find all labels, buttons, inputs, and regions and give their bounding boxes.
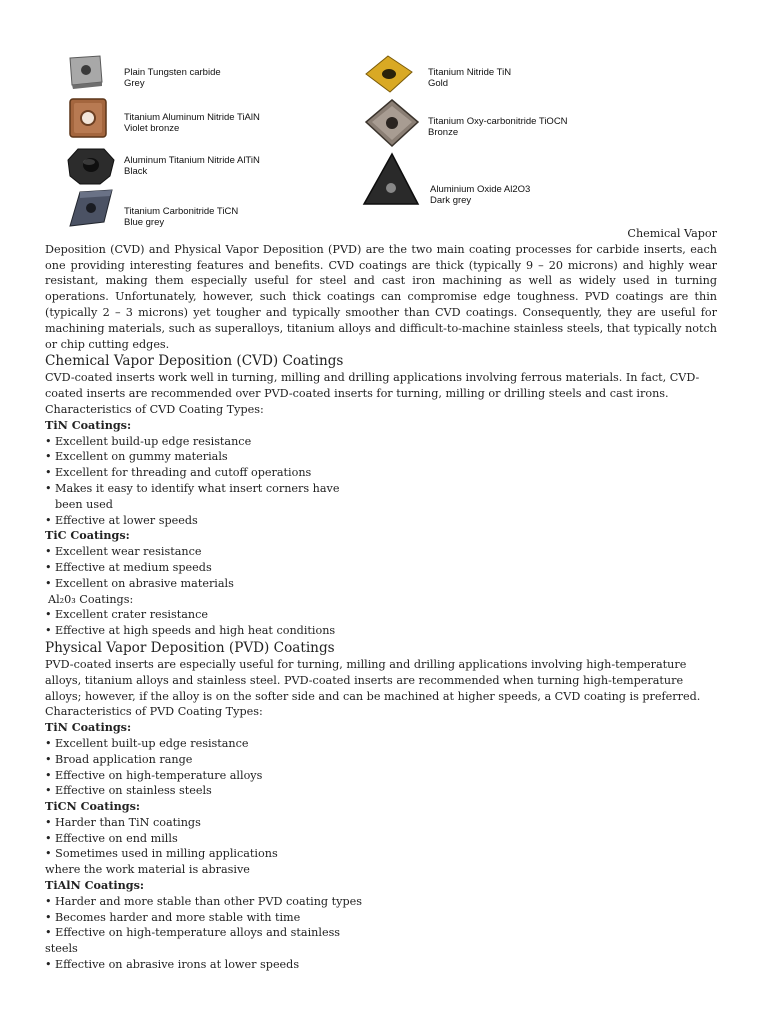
list-item: • Excellent crater resistance [45,608,208,622]
list-item: • Effective on stainless steels [45,784,212,798]
plain-carbide-caption [124,67,221,89]
altin-insert-image [66,146,116,186]
list-item: • Effective at high speeds and high heat conditions [45,624,336,638]
list-item: • Harder than TiN coatings [45,815,201,829]
cvd-al2o3-title: Al₂0₃ Coatings: [48,592,134,606]
insert-name: Aluminum Titanium Nitride AlTiN [124,155,260,166]
cvd-tic-title: TiC Coatings: [45,528,130,543]
pvd-paragraph: PVD-coated inserts are especially useful for turning, milling and drilling applications involving high-temperature alloys, titanium alloys and stainless steel. PVD-coated inserts are recommended when turning high-temperature alloys; however, if the alloy is on the softer side and can be machined at higher speeds, a CVD coating is preferred. [45,657,701,703]
document-body [45,226,717,973]
insert-name: Titanium Carbonitride TiCN [124,206,239,217]
insert-color: Blue grey [124,217,165,228]
cvd-al2o3-list [45,607,717,639]
insert-name: Titanium Nitride TiN [428,67,512,78]
cvd-tic-list [45,544,717,591]
list-item-continuation: where the work material is abrasive [45,863,250,877]
cvd-tin-list [45,434,717,529]
al2o3-caption [430,184,530,206]
insert-color: Grey [124,78,145,89]
insert-color: Gold [428,78,449,89]
tiocn-insert-image [364,98,420,148]
al2o3-insert-image [362,152,420,208]
tiocn-caption [428,116,568,138]
insert-name: Titanium Aluminum Nitride TiAlN [124,112,260,123]
intro-paragraph: Deposition (CVD) and Physical Vapor Deposition (PVD) are the two main coating processes for carbide inserts, each one providing interesting features and benefits. CVD coatings are thick (typically 9 – 20 microns) and highly wear resistant, making them especially useful for steel and cast iron machining as well as widely used in turning operations. Unfortunately, however, such thick coatings can compromise edge toughness. PVD coatings are thin (typically 2 – 3 microns) yet tougher and typically smoother than CVD coatings. Consequently, they are useful for machining materials, such as superalloys, titanium alloys and difficult-to-machine stainless steels, that typically notch or chip cutting edges. [45,242,717,351]
insert-name: Plain Tungsten carbide [124,67,221,78]
list-item: • Excellent on abrasive materials [45,576,234,590]
pvd-ticn-title: TiCN Coatings: [45,799,141,814]
insert-color: Black [124,166,148,177]
list-item: • Effective on end mills [45,831,178,845]
list-item: • Excellent build-up edge resistance [45,434,252,448]
tin-insert-image [364,54,414,94]
tialn-insert-image [68,97,110,141]
pvd-tialn-list [45,894,717,973]
pvd-heading: Physical Vapor Deposition (PVD) Coatings [45,639,335,656]
pvd-tin-list [45,736,717,799]
list-item: • Excellent wear resistance [45,545,202,559]
ticn-caption [124,206,238,228]
list-item: • Effective at lower speeds [45,513,198,527]
pvd-tin-title: TiN Coatings: [45,720,132,735]
list-item: • Excellent for threading and cutoff operations [45,466,312,480]
coating-types-figure [58,48,598,238]
list-item-continuation: steels [45,942,78,956]
cvd-characteristics: Characteristics of CVD Coating Types: [45,402,264,416]
altin-caption [124,155,260,177]
cvd-tin-title: TiN Coatings: [45,417,132,432]
insert-name: Aluminium Oxide Al2O3 [430,184,531,195]
insert-color: Dark grey [430,195,472,206]
list-item: • Sometimes used in milling applications [45,847,278,861]
list-item: • Effective on high-temperature alloys and stainless [45,926,341,940]
intro-first-line: Chemical Vapor [627,227,717,240]
insert-name: Titanium Oxy-carbonitride TiOCN [428,116,568,127]
insert-color: Bronze [428,127,459,138]
tialn-caption [124,112,260,134]
cvd-heading: Chemical Vapor Deposition (CVD) Coatings [45,353,344,370]
cvd-paragraph: CVD-coated inserts work well in turning, milling and drilling applications involving ferrous materials. In fact, CVD-coated inserts are recommended over PVD-coated inserts for turning, milling or drilling steels and cast irons. [45,371,700,401]
pvd-tialn-title: TiAlN Coatings: [45,878,145,893]
list-item: • Effective on high-temperature alloys [45,768,263,782]
list-item-continuation: been used [55,497,113,511]
list-item: • Effective on abrasive irons at lower speeds [45,958,300,972]
plain-carbide-insert-image [66,52,106,90]
insert-color: Violet bronze [124,123,180,134]
list-item: • Broad application range [45,752,193,766]
list-item: • Makes it easy to identify what insert corners have [45,481,340,495]
tin-caption [428,67,511,89]
list-item: • Effective at medium speeds [45,560,212,574]
list-item: • Harder and more stable than other PVD coating types [45,894,362,908]
ticn-insert-image [66,188,116,230]
pvd-ticn-list [45,815,717,878]
pvd-characteristics: Characteristics of PVD Coating Types: [45,705,263,719]
list-item: • Excellent on gummy materials [45,450,228,464]
list-item: • Excellent built-up edge resistance [45,736,249,750]
list-item: • Becomes harder and more stable with time [45,910,301,924]
